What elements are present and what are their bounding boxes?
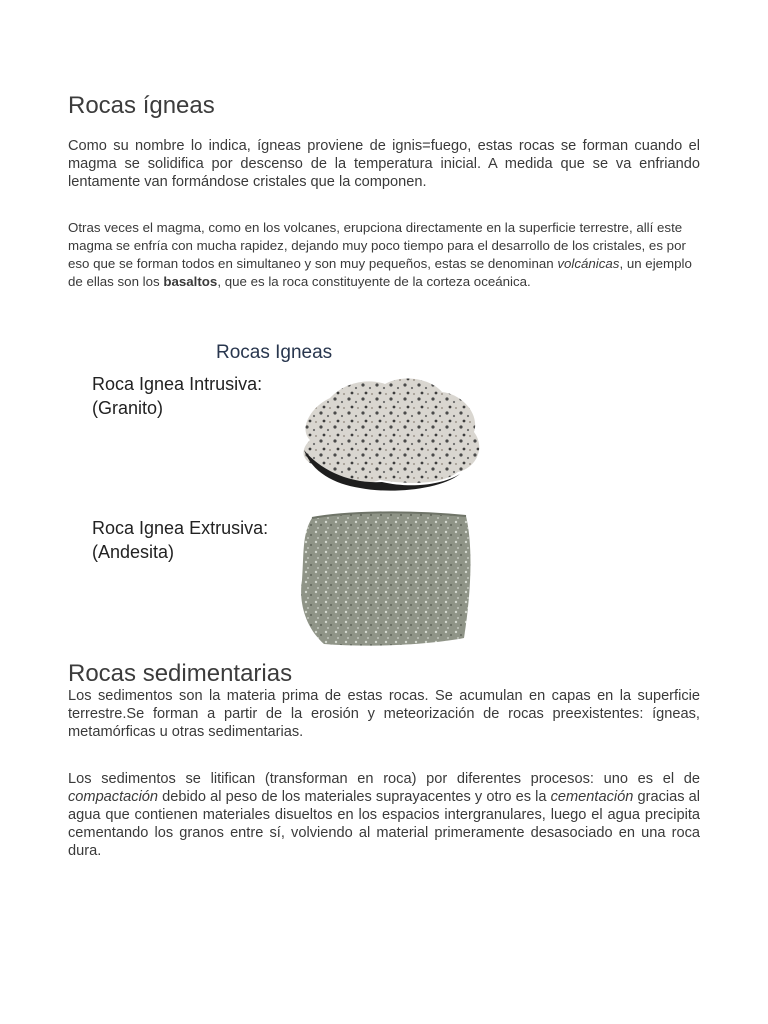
extrusive-label bbox=[92, 516, 268, 564]
granite-image bbox=[290, 368, 490, 493]
text-run: debido al peso de los materiales suprayacentes y otro es la bbox=[158, 789, 551, 805]
text-run: Los sedimentos se litifican (transforman en roca) por diferentes procesos: uno es el de bbox=[68, 771, 700, 787]
italic-volcanicas: volcánicas bbox=[557, 256, 620, 271]
paragraph-igneas-intro: Como su nombre lo indica, ígneas proviene de ignis=fuego, estas rocas se forman cuando el magma se solidifica por descenso de la temperatura inicial. A medida que se va enfriando lentamente van formándose cristales que la componen. bbox=[68, 138, 700, 190]
paragraph-litificacion bbox=[68, 770, 700, 860]
text-run: Otras veces el magma, como en los volcanes, erupciona directamente en la superficie terrestre, allí este magma se enfría con mucha rapidez, dejando muy poco tiempo para el desarrollo de los cristales, es por eso que se forman todos en simultaneo y son muy pequeños, estas se denominan bbox=[68, 220, 686, 271]
italic-compactacion: compactación bbox=[68, 789, 159, 805]
intrusive-label-line1: Roca Ignea Intrusiva: bbox=[92, 374, 263, 394]
andesite-image bbox=[294, 510, 474, 650]
extrusive-label-line2: (Andesita) bbox=[92, 542, 175, 562]
text-run: , que es la roca constituyente de la corteza oceánica. bbox=[217, 274, 531, 289]
text-run: , un ejemplo de ellas son los bbox=[68, 256, 692, 289]
extrusive-label-line1: Roca Ignea Extrusiva: bbox=[92, 518, 269, 538]
heading-rocas-sedimentarias: Rocas sedimentarias bbox=[68, 660, 293, 687]
figure-title: Rocas Igneas bbox=[216, 342, 333, 363]
intrusive-label bbox=[92, 372, 262, 420]
italic-cementacion: cementación bbox=[550, 789, 634, 805]
paragraph-sedimentarias-intro: Los sedimentos son la materia prima de estas rocas. Se acumulan en capas en la superficie terrestre.Se forman a partir de la erosión y meteorización de rocas preexistentes: ígneas, metamórficas u otras sedimentarias. bbox=[68, 688, 700, 740]
rocas-igneas-figure bbox=[68, 320, 488, 655]
text-run: gracias al agua que contienen materiales disueltos en los espacios intergranulares, luego el agua precipita cementando los granos entre sí, volviendo al material primeramente desasociado en una roca dura. bbox=[68, 789, 700, 859]
paragraph-volcanicas bbox=[68, 219, 708, 291]
bold-basaltos: basaltos bbox=[163, 274, 218, 289]
intrusive-label-line2: (Granito) bbox=[92, 398, 164, 418]
heading-rocas-igneas: Rocas ígneas bbox=[68, 92, 215, 119]
